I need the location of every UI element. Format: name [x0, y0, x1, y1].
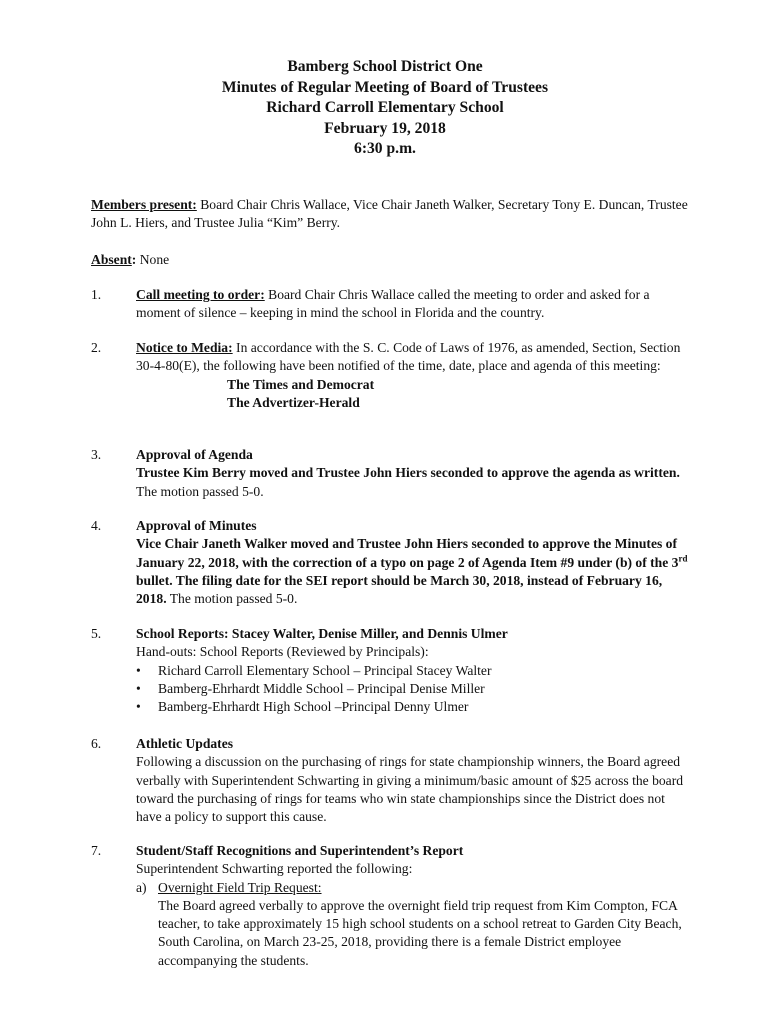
- meeting-title: Minutes of Regular Meeting of Board of Trustees: [221, 78, 549, 96]
- item-text: Following a discussion on the purchasing of rings for state championship winners, the Board agreed verbally with Superintendent Schwarting in giving a minimum/basic amount of $25 across the board toward the purchasing of rings for teams who win state championships since the District does not have a policy to support this cause.: [136, 754, 684, 825]
- absent-label: Absent: [91, 252, 132, 267]
- item-number: 3.: [91, 447, 102, 462]
- item-title: Approval of Minutes: [136, 518, 257, 533]
- members-present-label: Members present:: [91, 197, 197, 212]
- agenda-item-7: [91, 842, 691, 970]
- sub-item-label: a): [136, 879, 147, 895]
- item-title: Notice to Media:: [136, 340, 233, 355]
- meeting-date: February 19, 2018: [324, 119, 446, 137]
- item-title: Student/Staff Recognitions and Superintendent’s Report: [136, 843, 464, 858]
- agenda-item-5: [91, 625, 691, 716]
- motion-result: The motion passed 5-0.: [166, 591, 298, 607]
- item-text: Hand-outs: School Reports (Reviewed by Principals):: [136, 644, 429, 660]
- agenda-item-1: [91, 286, 691, 323]
- item-number: 4.: [91, 518, 102, 533]
- item-text: In accordance with the S. C. Code of Laws of 1976, as amended, Section, Section 30-4-80(E), the following have been notified of the time, date, place and agenda of this meeting:: [136, 340, 681, 374]
- absent-text: None: [136, 252, 170, 267]
- media-outlet: The Advertizer-Herald: [227, 394, 360, 410]
- district-name: Bamberg School District One: [287, 58, 483, 75]
- item-title: Approval of Agenda: [136, 447, 253, 462]
- item-number: 7.: [91, 843, 102, 858]
- meeting-time: 6:30 p.m.: [354, 140, 416, 158]
- sub-item-a: [136, 879, 691, 970]
- item-number: 2.: [91, 340, 102, 355]
- members-present-text: Board Chair Chris Wallace, Vice Chair Janeth Walker, Secretary Tony E. Duncan, Trustee John L. Hiers, and Trustee Julia “Kim” Berry.: [91, 197, 688, 231]
- list-item: • Bamberg-Ehrhardt Middle School – Principal Denise Miller: [136, 680, 691, 698]
- agenda-item-3: [91, 446, 691, 501]
- motion-text-cont: bullet. The filing date for the SEI report should be March 30, 2018, instead of February 16, 2018.: [136, 572, 663, 607]
- agenda-item-2: [91, 339, 691, 412]
- item-title: School Reports: Stacey Walter, Denise Miller, and Dennis Ulmer: [136, 626, 508, 641]
- motion-result: The motion passed 5-0.: [136, 483, 264, 499]
- meeting-location: Richard Carroll Elementary School: [266, 99, 504, 117]
- absent-colon: :: [131, 252, 137, 267]
- list-item: • Richard Carroll Elementary School – Principal Stacey Walter: [136, 662, 691, 680]
- item-title: Athletic Updates: [136, 736, 234, 751]
- item-text: Superintendent Schwarting reported the following:: [136, 861, 413, 877]
- item-number: 1.: [91, 287, 102, 302]
- ordinal-suffix: rd: [678, 553, 688, 564]
- agenda-item-4: [91, 517, 691, 608]
- media-outlet: The Times and Democrat: [227, 376, 375, 392]
- list-item: • Bamberg-Ehrhardt High School –Principal Denny Ulmer: [136, 698, 691, 716]
- agenda-item-6: [91, 735, 691, 826]
- item-number: 5.: [91, 626, 102, 641]
- item-number: 6.: [91, 736, 102, 751]
- sub-item-title: Overnight Field Trip Request:: [158, 879, 322, 895]
- school-report-list: [136, 662, 691, 717]
- motion-text: Vice Chair Janeth Walker moved and Trustee John Hiers seconded to approve the Minutes of January 22, 2018, with the correction of a typo on page 2 of Agenda Item #9 under (b) of the 3: [136, 536, 679, 570]
- item-text: Board Chair Chris Wallace called the meeting to order and asked for a moment of silence – keeping in mind the school in Florida and the country.: [136, 287, 650, 321]
- item-title: Call meeting to order:: [136, 287, 265, 302]
- absent-section: [91, 251, 691, 269]
- members-present: [91, 196, 691, 233]
- document-header: [0, 57, 770, 160]
- sub-item-text: The Board agreed verbally to approve the overnight field trip request from Kim Compton, FCA teacher, to take approximately 15 high school students on a school retreat to Garden City Beach, South Carolina, on March 23-25, 2018, providing there is a female District employee accompanying the students.: [158, 897, 682, 968]
- motion-text: Trustee Kim Berry moved and Trustee John Hiers seconded to approve the agenda as written.: [136, 465, 680, 481]
